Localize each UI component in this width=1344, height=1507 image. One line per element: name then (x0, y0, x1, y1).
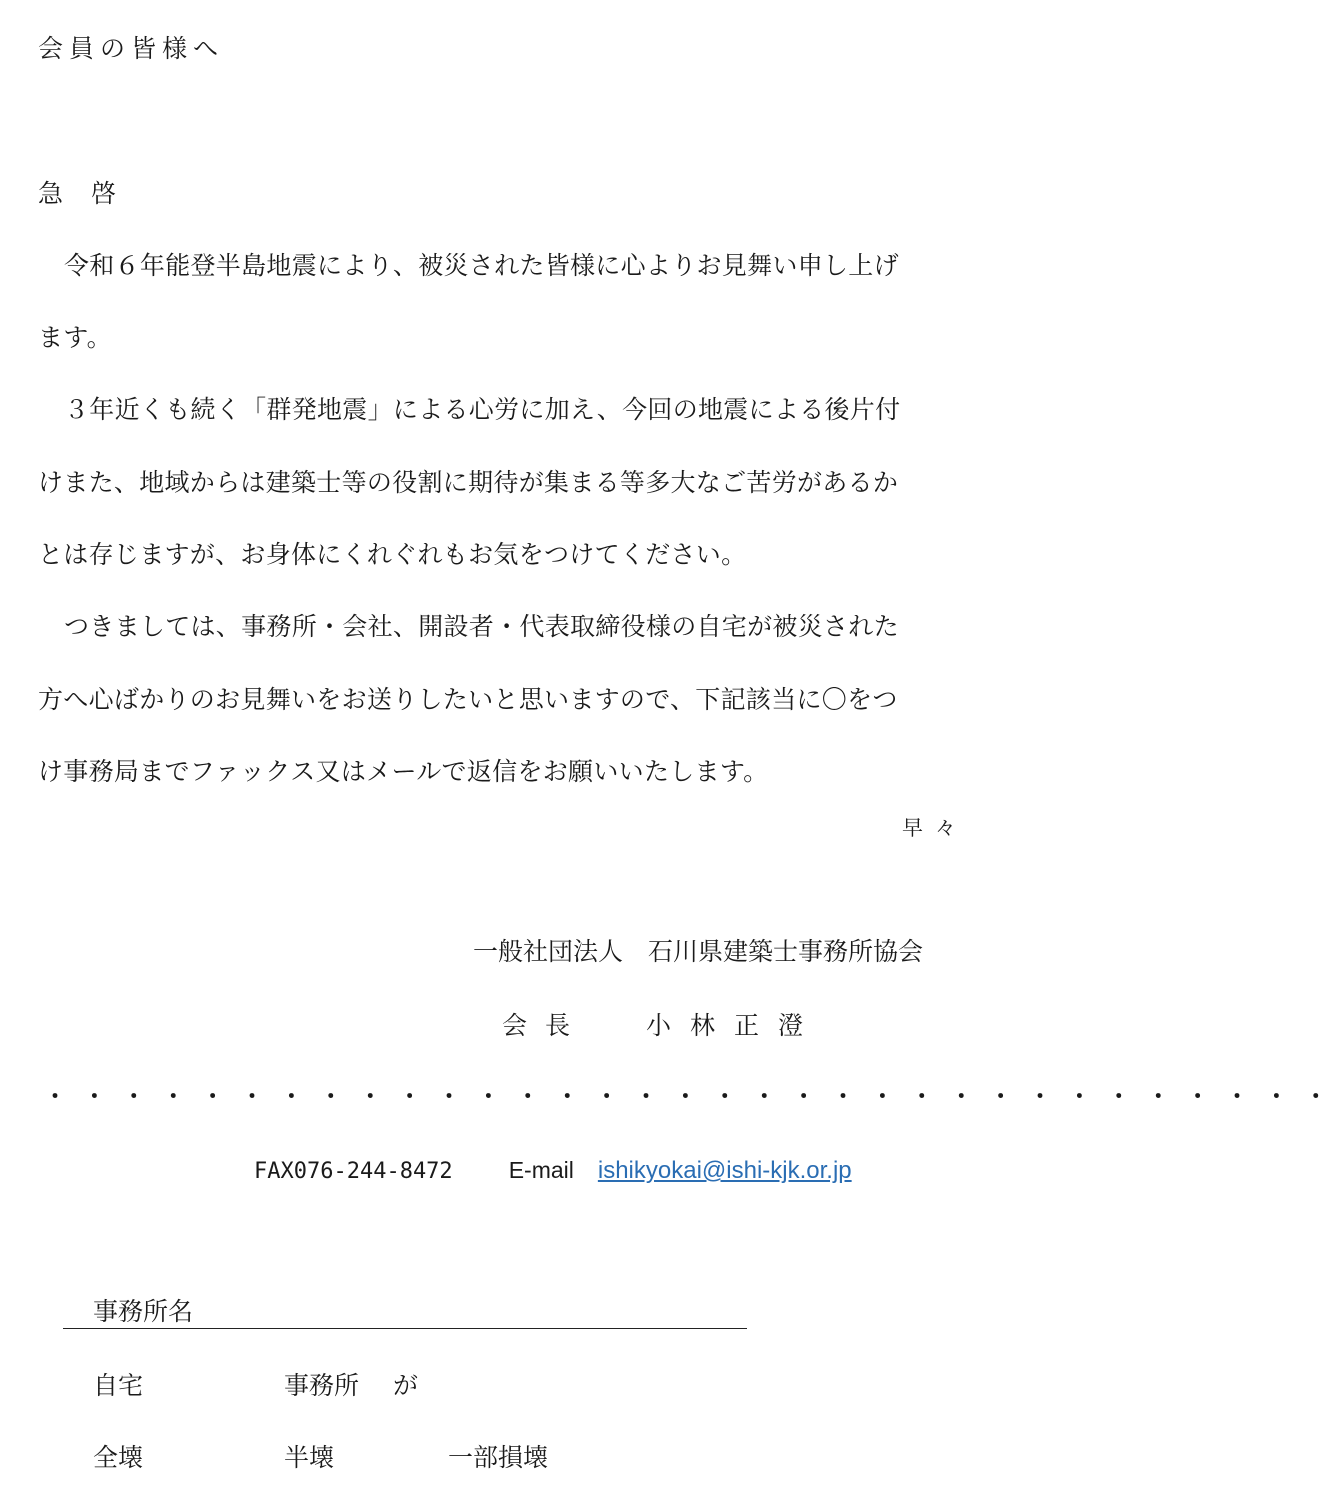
email-link[interactable]: ishikyokai@ishi-kjk.or.jp (597, 1157, 852, 1184)
sender-name: 小林正澄 (646, 1011, 823, 1040)
sender-president (502, 1011, 822, 1041)
body-line: とは存じますが、お身体にくれぐれもお気をつけてください。 (38, 540, 747, 569)
location-suffix: が (393, 1371, 419, 1400)
sender-organization: 一般社団法人 石川県建築士事務所協会 (473, 937, 924, 966)
fax-number: FAX076-244-8472 (254, 1159, 453, 1184)
option-office[interactable]: 事務所 (284, 1371, 360, 1400)
office-name-field[interactable] (63, 1328, 747, 1329)
body-line: つきましては、事務所・会社、開設者・代表取締役様の自宅が被災された (64, 612, 899, 641)
sender-title: 会長 (502, 1011, 589, 1040)
body-line: 方へ心ばかりのお見舞いをお送りしたいと思いますので、下記該当に〇をつ (38, 685, 898, 714)
salutation: 会員の皆様へ (38, 34, 225, 63)
closing-phrase: 早々 (902, 816, 968, 840)
dotted-separator: ・・・・・・・・・・・・・・・・・・・・・・・・・・・・・・・・・ (44, 1084, 1344, 1110)
option-half-collapse[interactable]: 半壊 (284, 1443, 335, 1472)
body-line: け事務局までファックス又はメールで返信をお願いいたします。 (38, 757, 769, 786)
opening-greeting: 急啓 (38, 179, 145, 208)
option-home[interactable]: 自宅 (93, 1371, 144, 1400)
email-label: E-mail (508, 1157, 574, 1183)
contact-line (254, 1157, 852, 1185)
office-name-label: 事務所名 (93, 1297, 194, 1326)
option-total-collapse[interactable]: 全壊 (93, 1443, 144, 1472)
body-line: 令和６年能登半島地震により、被災された皆様に心よりお見舞い申し上げ (64, 251, 899, 280)
body-line: ます。 (38, 323, 112, 352)
option-partial-damage[interactable]: 一部損壊 (448, 1443, 549, 1472)
body-line: ３年近くも続く「群発地震」による心労に加え、今回の地震による後片付 (64, 395, 901, 424)
body-line: けまた、地域からは建築士等の役割に期待が集まる等多大なご苦労があるか (38, 468, 899, 497)
